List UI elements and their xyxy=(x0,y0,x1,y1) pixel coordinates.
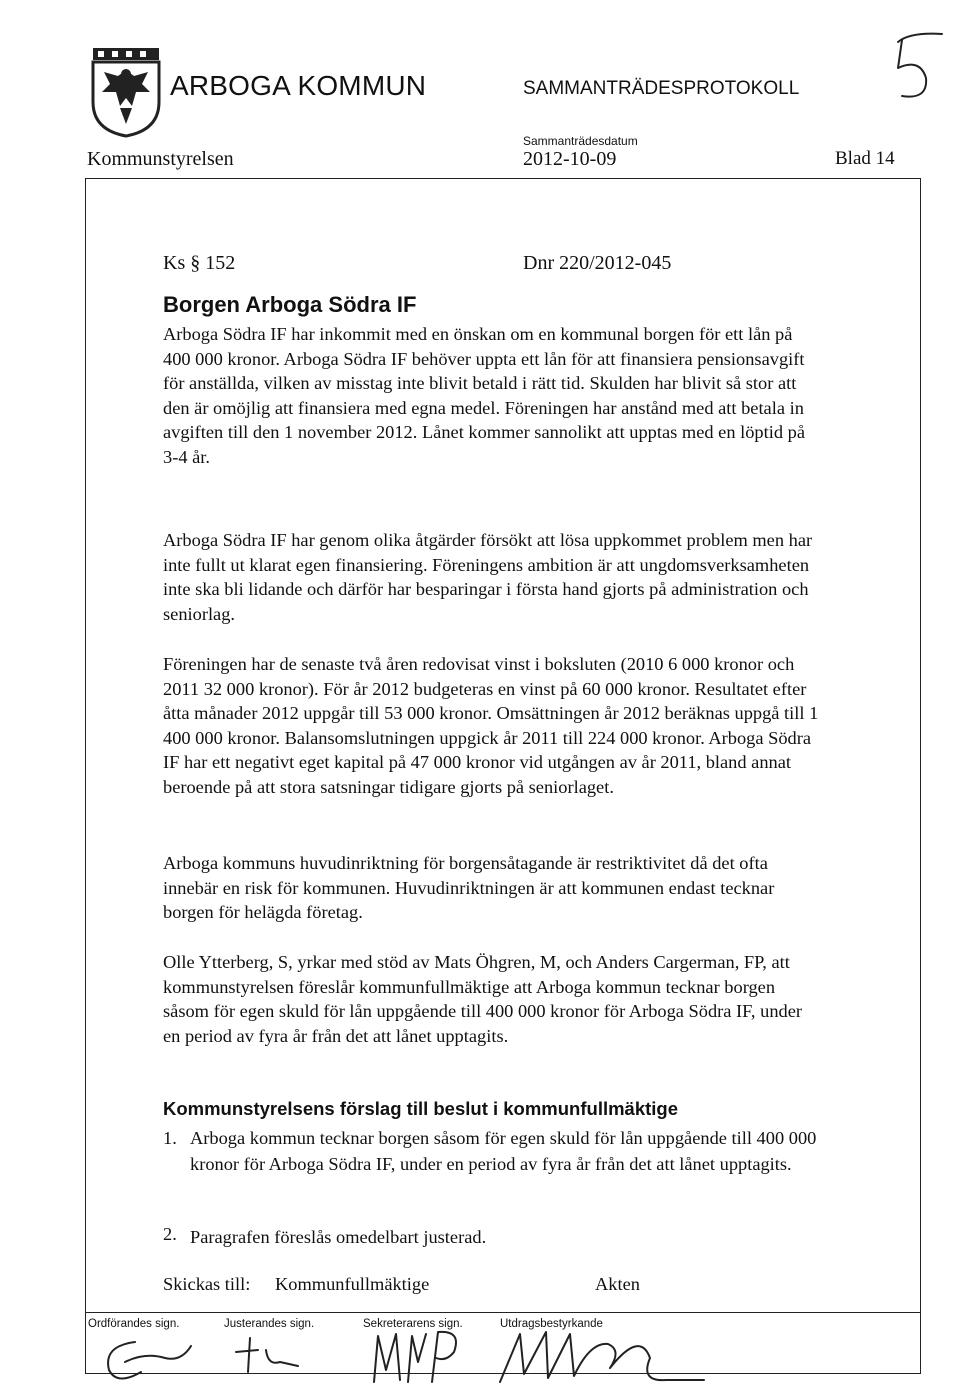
item-heading: Borgen Arboga Södra IF xyxy=(163,292,417,317)
proposal-heading: Kommunstyrelsens förslag till beslut i kommunfullmäktige xyxy=(163,1098,679,1119)
distribution-recipient: Kommunfullmäktige xyxy=(275,1274,430,1294)
paragraph: Föreningen har de senaste två åren redovisat vinst i boksluten (2010 6 000 kronor och 2011 32 000 kronor). För år 2012 budgeteras en vinst på 60 000 kronor. Resultatet efter åtta månader 2012 uppgår till 53 000 kronor. Omsättningen år 2012 beräknas uppgå till 1 400 000 kronor. Balansomslutningen uppgick år 2011 till 224 000 kronor. Arboga Södra IF har ett negativt eget kapital på 47 000 kronor vid utgången av år 2011, bland annat beroende på att stora satsningar tidigare gjorts på seniorlaget. xyxy=(163,654,819,797)
coat-of-arms-icon xyxy=(90,46,162,138)
distribution-label: Skickas till: xyxy=(163,1274,251,1294)
list-item: Paragrafen föreslås omedelbart justerad. xyxy=(190,1227,487,1247)
chair-signature-label: Ordförandes sign. xyxy=(88,1318,180,1330)
paragraph: Olle Ytterberg, S, yrkar med stöd av Mats Öhgren, M, och Anders Cargerman, FP, att kommunstyrelsen föreslår kommunfullmäktige att Arboga kommun tecknar borgen såsom för egen skuld för lån uppgående till 400 000 kronor för Arboga Södra IF, under en period av fyra år från det att lånet upptagits. xyxy=(163,952,803,1046)
extract-signature xyxy=(490,1322,710,1388)
list-item: Arboga kommun tecknar borgen såsom för egen skuld för lån uppgående till 400 000 kronor för Arboga Södra IF, under en period av fyra år från det att lånet upptagits. xyxy=(190,1128,817,1174)
adjuster-signature xyxy=(228,1330,318,1380)
distribution-recipient: Akten xyxy=(595,1274,640,1294)
date-label: Sammanträdesdatum xyxy=(523,134,638,148)
meeting-date: 2012-10-09 xyxy=(523,148,617,170)
department-name: Kommunstyrelsen xyxy=(87,148,234,170)
paragraph: Arboga kommuns huvudinriktning för borgensåtagande är restriktivitet då det ofta innebär en risk för kommunen. Huvudinriktningen är att kommunen endast tecknar borgen för helägda företag. xyxy=(163,853,775,922)
extract-signature-label: Utdragsbestyrkande xyxy=(500,1318,603,1330)
secretary-signature-label: Sekreterarens sign. xyxy=(363,1318,463,1330)
list-number: 2. xyxy=(163,1224,177,1244)
adjuster-signature-label: Justerandes sign. xyxy=(224,1318,315,1330)
page-label: Blad 14 xyxy=(835,148,895,169)
secretary-signature xyxy=(366,1322,476,1388)
section-reference: Ks § 152 xyxy=(163,252,236,274)
paragraph: Arboga Södra IF har genom olika åtgärder försökt att lösa uppkommet problem men har inte fullt ut klarat egen finansiering. Föreningens ambition är att ungdomsverksamheten inte ska bli lidande och därför har besparingar i första hand gjorts på administration och seniorlag. xyxy=(163,530,813,624)
organization-name: ARBOGA KOMMUN xyxy=(170,70,427,101)
registration-number: Dnr 220/2012-045 xyxy=(523,252,672,274)
handwritten-page-number xyxy=(880,28,952,108)
list-number: 1. xyxy=(163,1128,177,1148)
paragraph: Arboga Södra IF har inkommit med en önskan om en kommunal borgen för ett lån på 400 000 kronor. Arboga Södra IF behöver uppta ett lån för att finansiera pensionsavgift för anställda, vilken av misstag inte blivit betald i rätt tid. Skulden har blivit så stor att den är omöjlig att finansiera med egna medel. Föreningen har anstånd med att betala in avgiften till den 1 november 2012. Lånet kommer sannolikt att upptas med en löptid på 3-4 år. xyxy=(163,324,805,467)
signature-divider xyxy=(85,1312,921,1313)
document-type: SAMMANTRÄDESPROTOKOLL xyxy=(523,78,800,99)
chair-signature xyxy=(95,1332,205,1388)
